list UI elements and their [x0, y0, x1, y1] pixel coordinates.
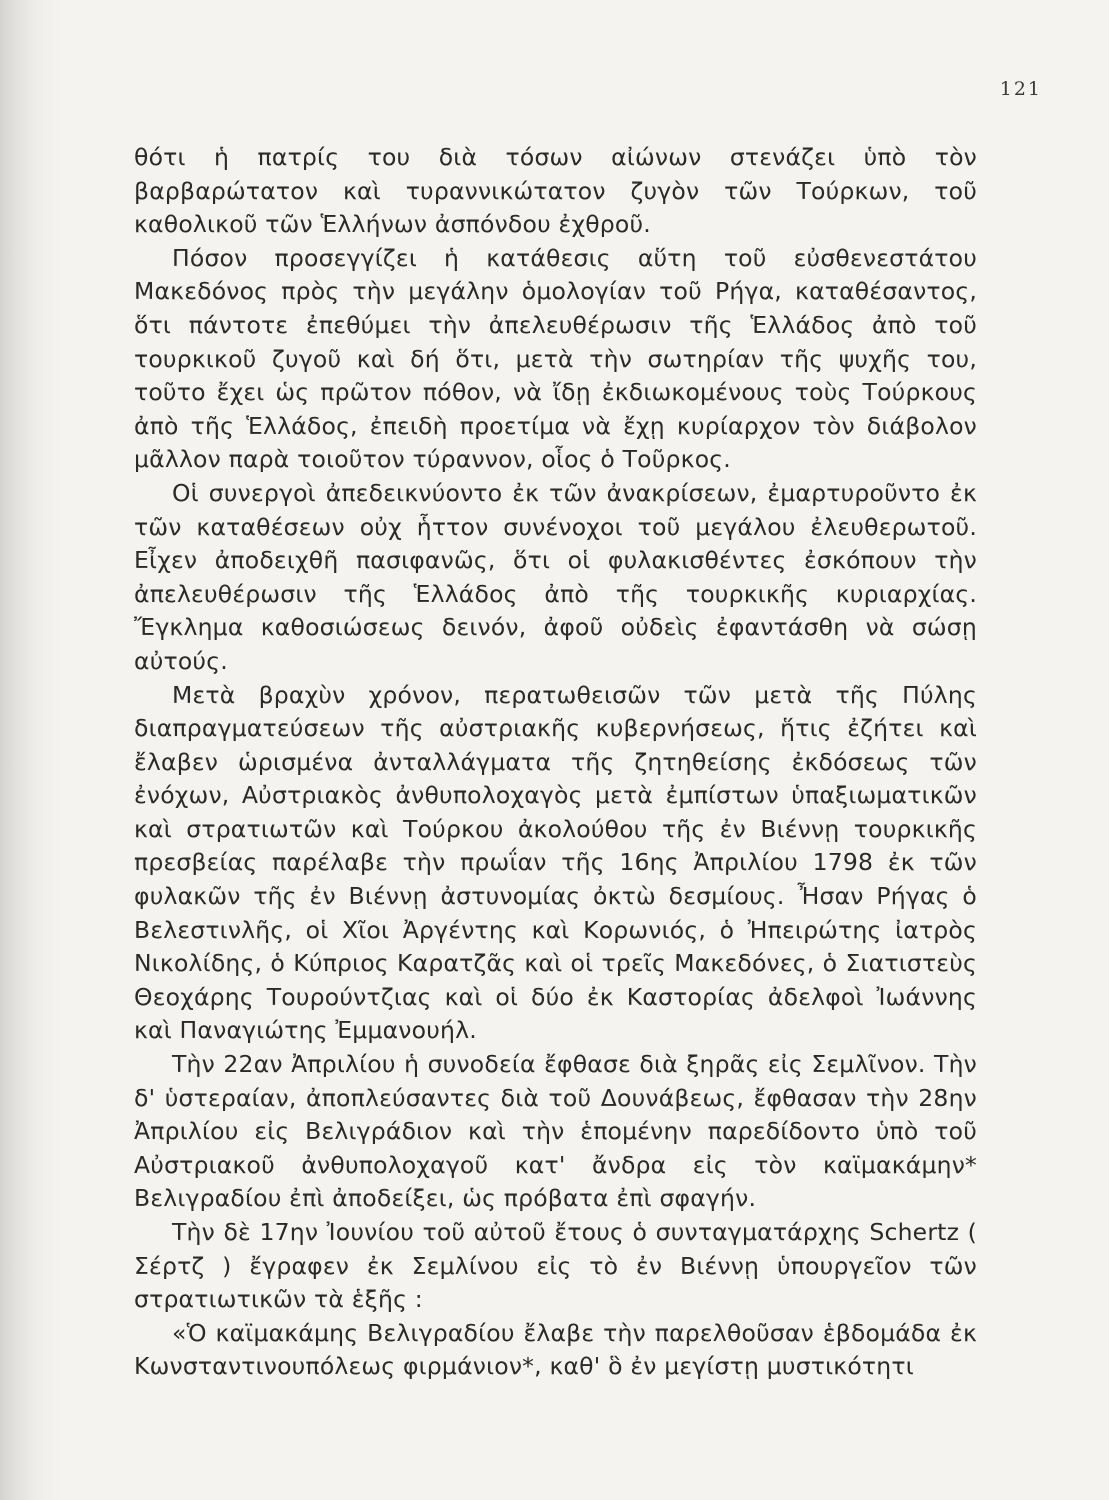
- page-body: [134, 141, 977, 1384]
- paragraph-4: Μετὰ βραχὺν χρόνον, περατωθεισῶν τῶν μετὰ τῆς Πύλης διαπραγματεύσεων τῆς αὐστριακῆς κυβερνήσεως, ἥτις ἐζήτει καὶ ἔλαβεν ὡρισμένα ἀνταλλάγματα τῆς ζητηθείσης ἐκδόσεως τῶν ἐνόχων, Αὐστριακὸς ἀνθυπολοχαγὸς μετὰ ἐμπίστων ὑπαξιωματικῶν καὶ στρατιωτῶν καὶ Τούρκου ἀκολούθου τῆς ἐν Βιέννῃ τουρκικῆς πρεσβείας παρέλαβε τὴν πρωΐαν τῆς 16ης Ἀπριλίου 1798 ἐκ τῶν φυλακῶν τῆς ἐν Βιέννῃ ἀστυνομίας ὀκτὼ δεσμίους. Ἦσαν Ρήγας ὁ Βελεστινλῆς, οἱ Χῖοι Ἀργέντης καὶ Κορωνιός, ὁ Ἠπειρώτης ἰατρὸς Νικολίδης, ὁ Κύπριος Καρατζᾶς καὶ οἱ τρεῖς Μακεδόνες, ὁ Σιατιστεὺς Θεοχάρης Τουρούντζιας καὶ οἱ δύο ἐκ Καστορίας ἀδελφοὶ Ἰωάννης καὶ Παναγιώτης Ἐμμανουήλ.: [134, 680, 977, 1045]
- paragraph-1: θότι ἡ πατρίς του διὰ τόσων αἰώνων στενάζει ὑπὸ τὸν βαρβαρώτατον καὶ τυραννικώτατον ζυγὸν τῶν Τούρκων, τοῦ καθολικοῦ τῶν Ἑλλήνων ἀσπόνδου ἐχθροῦ.: [134, 143, 977, 239]
- paragraph-3: Οἱ συνεργοὶ ἀπεδεικνύοντο ἐκ τῶν ἀνακρίσεων, ἐμαρτυροῦντο ἐκ τῶν καταθέσεων οὐχ ἧττον συνένοχοι τοῦ μεγάλου ἐλευθερωτοῦ. Εἶχεν ἀποδειχθῆ πασιφανῶς, ὅτι οἱ φυλακισθέντες ἐσκόπουν τὴν ἀπελευθέρωσιν τῆς Ἑλλάδος ἀπὸ τῆς τουρκικῆς κυριαρχίας. Ἔγκλημα καθοσιώσεως δεινόν, ἀφοῦ οὐδεὶς ἐφαντάσθη νὰ σώσῃ αὐτούς.: [134, 478, 977, 675]
- page-number: 121: [999, 78, 1042, 100]
- paragraph-7: «Ὁ καϊμακάμης Βελιγραδίου ἔλαβε τὴν παρελθοῦσαν ἑβδομάδα ἐκ Κωνσταντινουπόλεως φιρμάνιον*, καθ' ὃ ἐν μεγίστῃ μυστικότητι: [134, 1318, 977, 1381]
- paragraph-5: Τὴν 22αν Ἀπριλίου ἡ συνοδεία ἔφθασε διὰ ξηρᾶς εἰς Σεμλῖνον. Τὴν δ' ὑστεραίαν, ἀποπλεύσαντες διὰ τοῦ Δουνάβεως, ἔφθασαν τὴν 28ην Ἀπριλίου εἰς Βελιγράδιον καὶ τὴν ἑπομένην παρεδίδοντο ὑπὸ τοῦ Αὐστριακοῦ ἀνθυπολοχαγοῦ κατ' ἄνδρα εἰς τὸν καϊμακάμην* Βελιγραδίου ἐπὶ ἀποδείξει, ὡς πρόβατα ἐπὶ σφαγήν.: [134, 1050, 977, 1213]
- page-gutter-shadow: [0, 0, 60, 1500]
- paragraph-2: Πόσον προσεγγίζει ἡ κατάθεσις αὕτη τοῦ εὐσθενεστάτου Μακεδόνος πρὸς τὴν μεγάλην ὁμολογίαν τοῦ Ρήγα, καταθέσαντος, ὅτι πάντοτε ἐπεθύμει τὴν ἀπελευθέρωσιν τῆς Ἑλλάδος ἀπὸ τοῦ τουρκικοῦ ζυγοῦ καὶ δή ὅτι, μετὰ τὴν σωτηρίαν τῆς ψυχῆς του, τοῦτο ἔχει ὡς πρῶτον πόθον, νὰ ἴδῃ ἐκδιωκομένους τοὺς Τούρκους ἀπὸ τῆς Ἑλλάδος, ἐπειδὴ προετίμα νὰ ἔχῃ κυρίαρχον τὸν διάβολον μᾶλλον παρὰ τοιοῦτον τύραννον, οἷος ὁ Τοῦρκος.: [134, 243, 977, 474]
- paragraph-6: Τὴν δὲ 17ην Ἰουνίου τοῦ αὐτοῦ ἔτους ὁ συνταγματάρχης Schertz ( Σέρτζ ) ἔγραφεν ἐκ Σεμλίνου εἰς τὸ ἐν Βιέννῃ ὑπουργεῖον τῶν στρατιωτικῶν τὰ ἑξῆς :: [134, 1218, 977, 1314]
